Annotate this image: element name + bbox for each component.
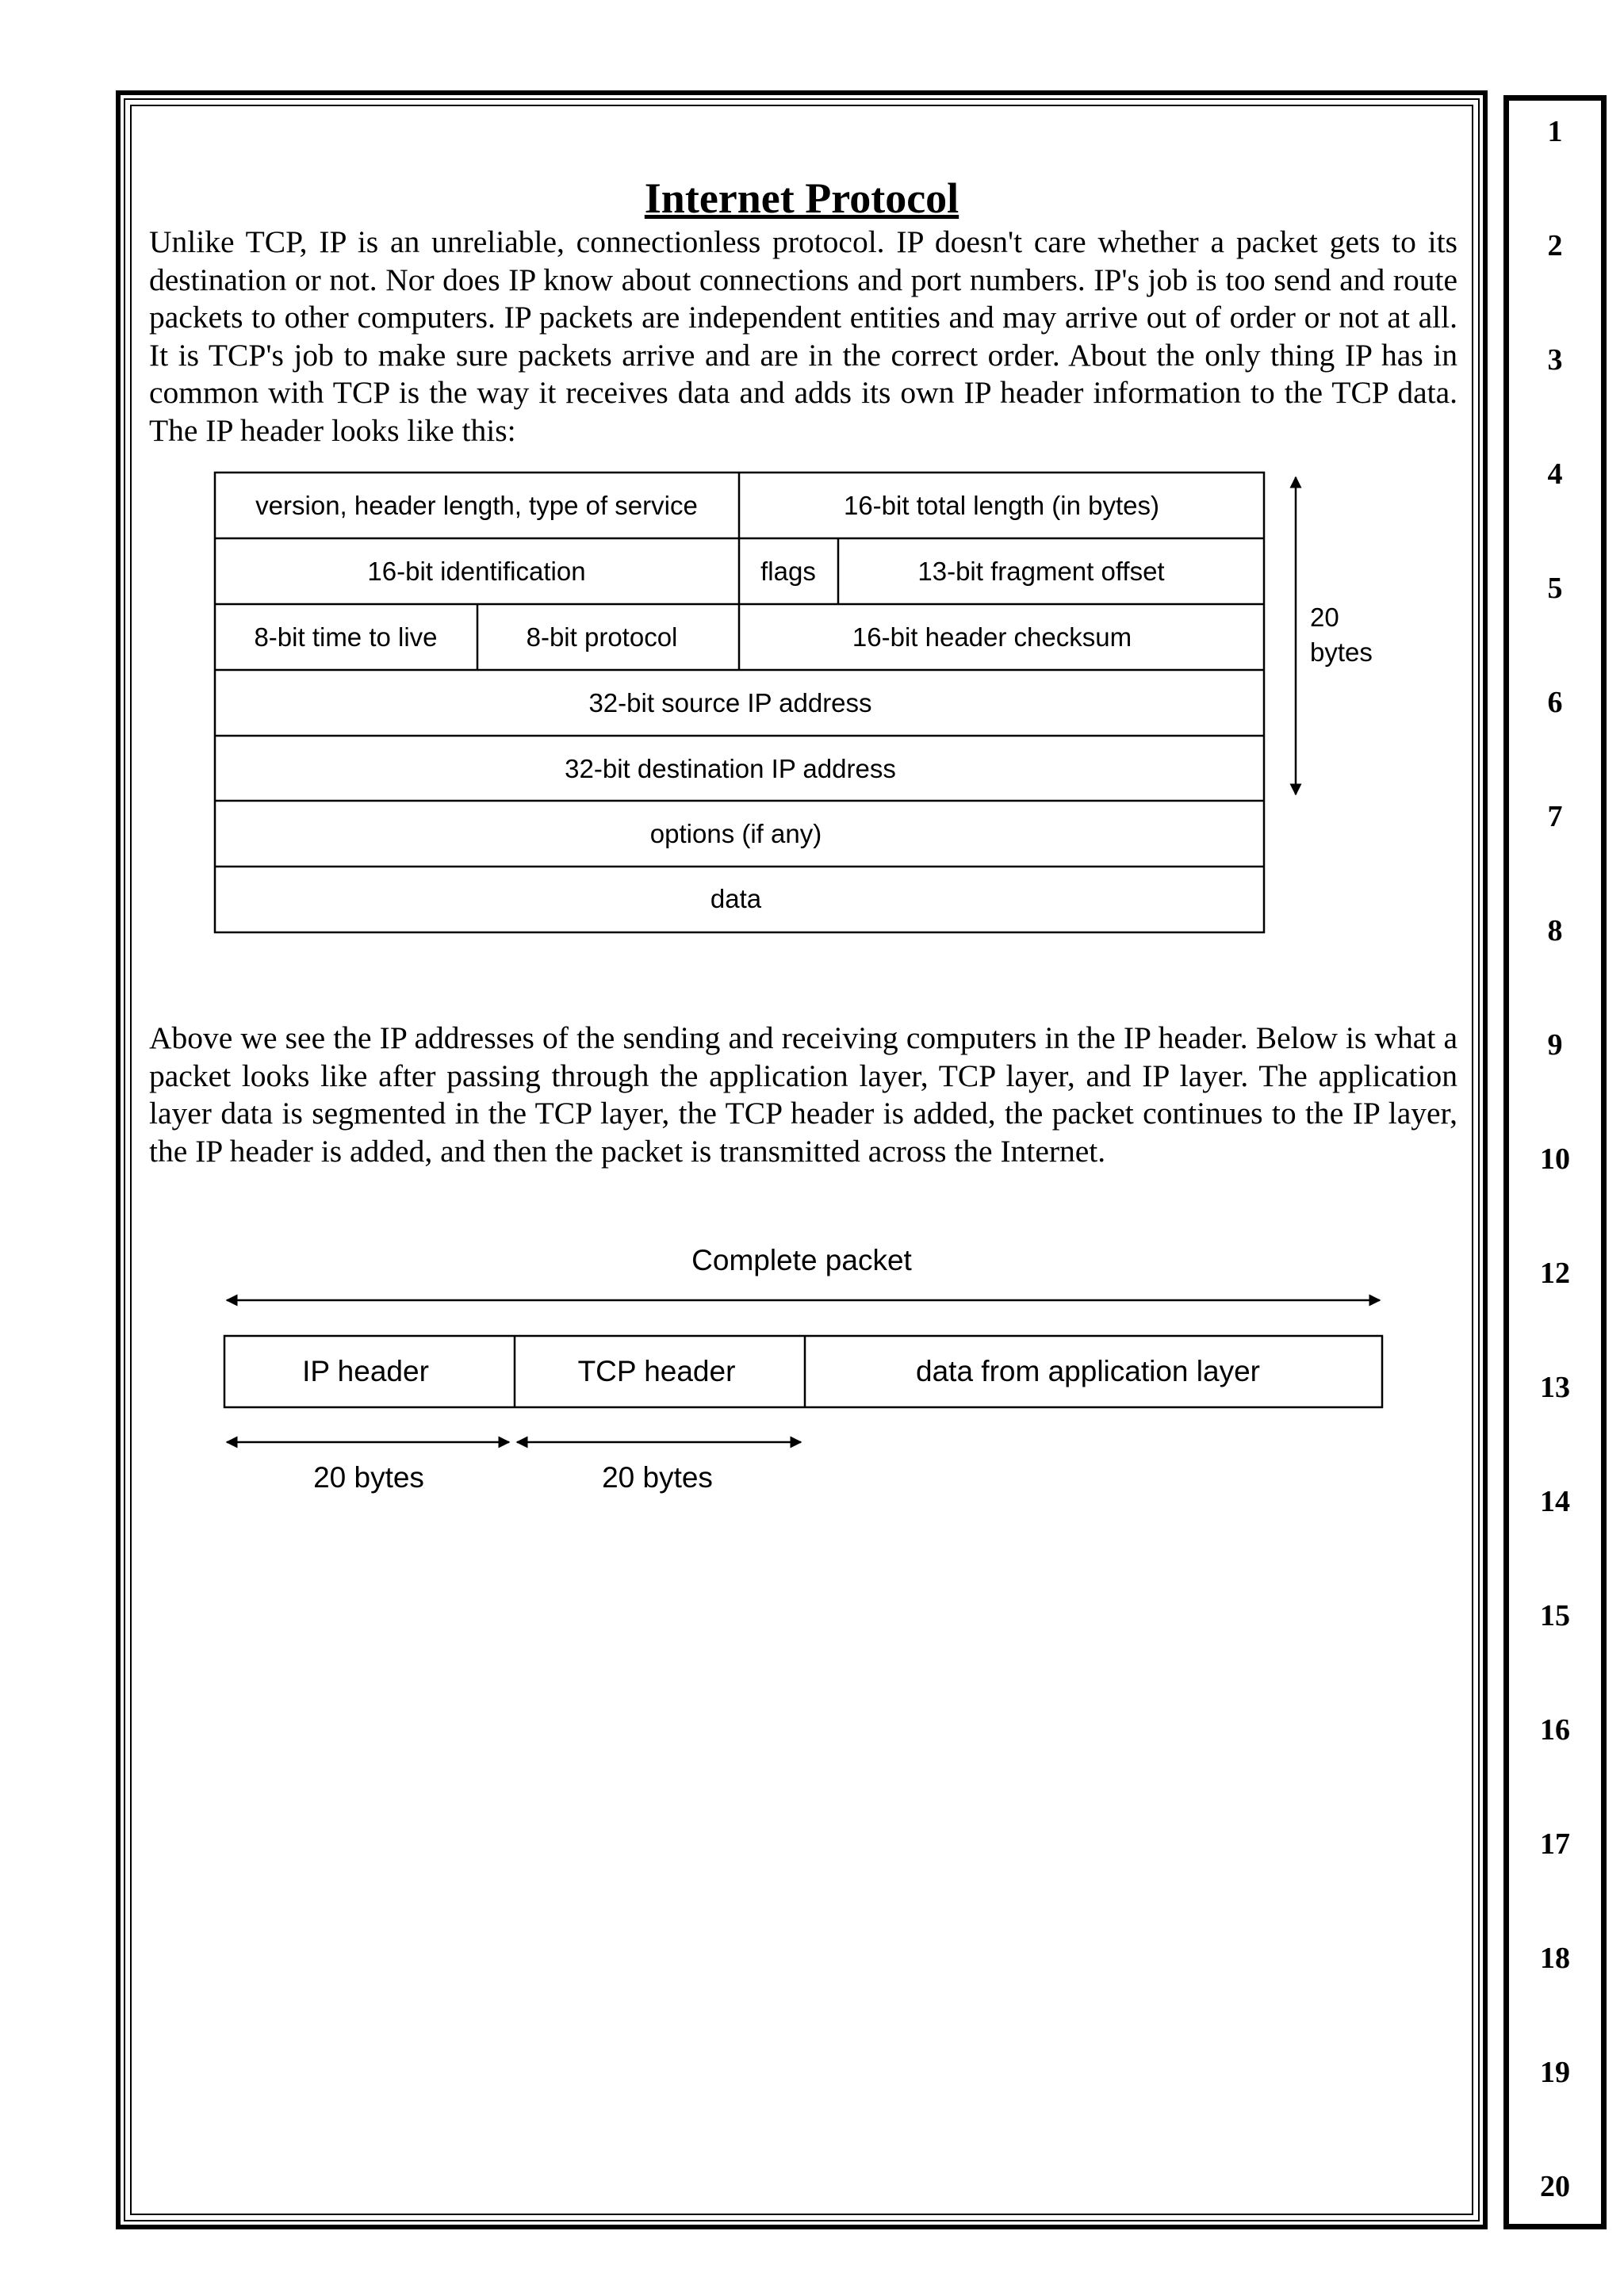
intro-paragraph: Unlike TCP, IP is an unreliable, connectionless protocol. IP doesn't care whether a packet gets to its destination or not. Nor does IP know about connections and port numbers. IP's job is too send and route packets to other computers. IP packets are independent entities and may arrive out of order or not at all. It is TCP's job to make sure packets arrive and are in the correct order. About the only thing IP has in common with TCP is the way it receives data and adds its own IP header information to the TCP data. The IP header looks like this: [149, 224, 1457, 448]
table-cell: 32-bit source IP address [588, 688, 872, 718]
line-number: 20 [1540, 2170, 1570, 2203]
table-cell: version, header length, type of service [255, 491, 698, 520]
line-number: 8 [1547, 914, 1563, 947]
table-cell: data [710, 884, 762, 913]
packet-segment: TCP header [577, 1355, 736, 1387]
line-number: 10 [1540, 1142, 1570, 1176]
line-number: 4 [1547, 457, 1563, 491]
table-cell: 16-bit header checksum [852, 622, 1132, 652]
line-number: 3 [1547, 343, 1563, 377]
explanation-paragraph: Above we see the IP addresses of the sending and receiving computers in the IP header. Below is what a packet looks like after passing through the application layer, TCP layer, and IP layer. The application layer data is segmented in the TCP layer, the TCP header is added, the packet continues to the IP layer, the IP header is added, and then the packet is transmitted across the Internet. [149, 1020, 1457, 1169]
line-number: 18 [1540, 1942, 1570, 1975]
table-cell: 8-bit time to live [254, 622, 438, 652]
line-number: 2 [1547, 229, 1563, 262]
table-cell: 16-bit total length (in bytes) [843, 491, 1160, 520]
line-number: 5 [1547, 572, 1563, 605]
packet-segment: data from application layer [916, 1355, 1260, 1387]
table-cell: options (if any) [649, 819, 822, 848]
line-number: 6 [1547, 686, 1563, 719]
table-cell: 16-bit identification [367, 557, 586, 586]
table-cell: 32-bit destination IP address [565, 754, 896, 783]
packet-segment: IP header [302, 1355, 429, 1387]
line-number: 7 [1547, 800, 1563, 833]
line-number: 1 [1547, 115, 1563, 148]
line-number: 19 [1540, 2056, 1570, 2089]
table-cell: 8-bit protocol [526, 622, 678, 652]
page-title: Internet Protocol [644, 174, 959, 222]
line-number: 13 [1540, 1371, 1570, 1404]
line-number: 15 [1540, 1599, 1570, 1632]
tcp-size-label: 20 bytes [602, 1461, 713, 1494]
line-number: 12 [1540, 1257, 1570, 1290]
line-number: 17 [1540, 1827, 1570, 1861]
table-cell: 13-bit fragment offset [917, 557, 1165, 586]
complete-packet-label: Complete packet [691, 1244, 912, 1276]
line-number: 9 [1547, 1028, 1563, 1062]
line-number: 16 [1540, 1713, 1570, 1747]
table-cell: flags [760, 557, 816, 586]
ip-size-label: 20 bytes [313, 1461, 424, 1494]
line-number: 14 [1540, 1485, 1570, 1518]
header-size-label: 20 [1310, 603, 1339, 632]
header-size-label: bytes [1310, 637, 1373, 667]
